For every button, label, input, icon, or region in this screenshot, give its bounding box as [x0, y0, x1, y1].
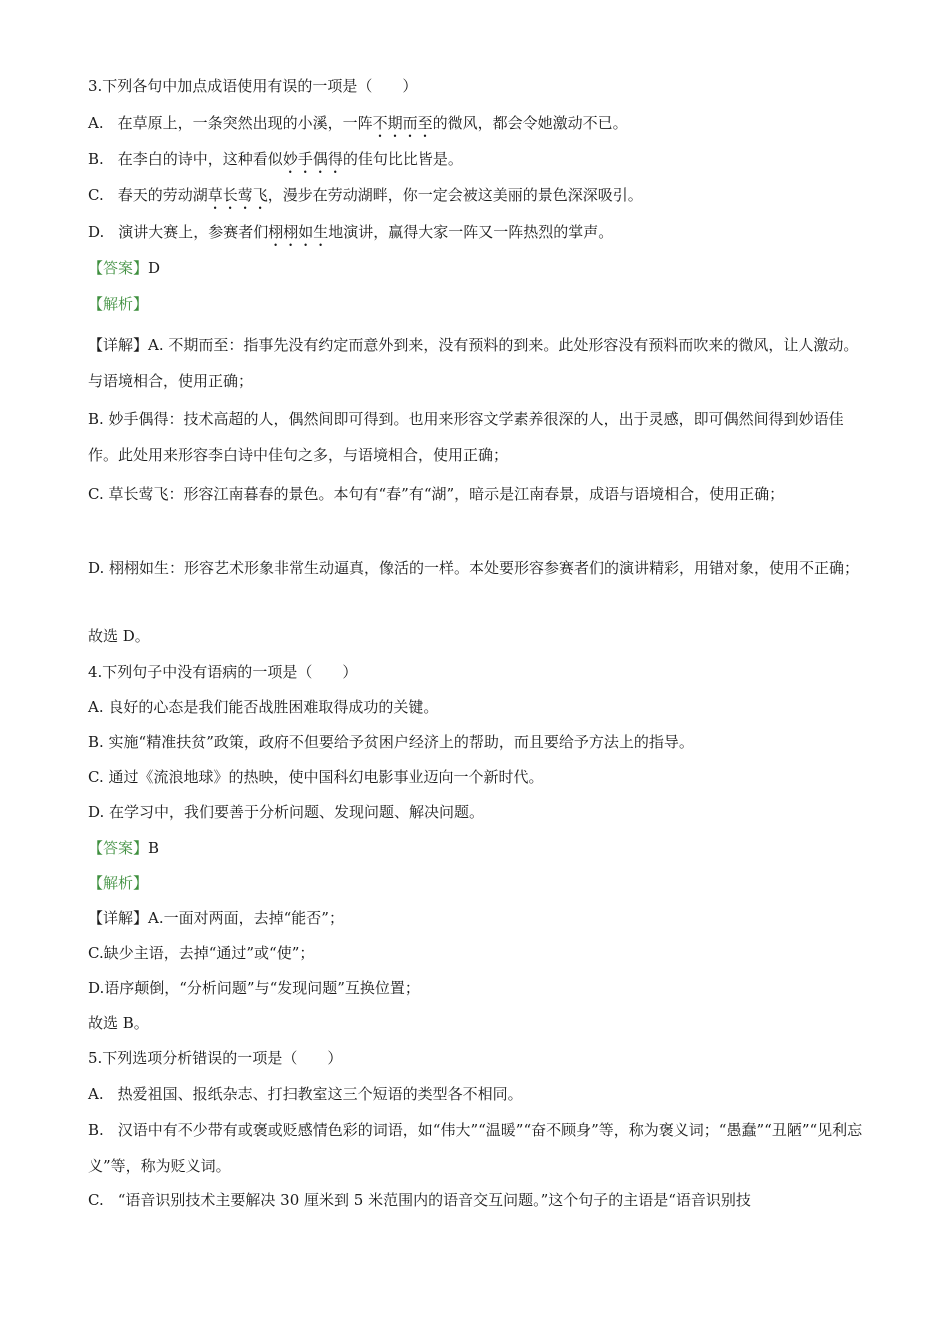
q3-option-d: D. 演讲大赛上，参赛者们栩栩如生地演讲，赢得大家一阵又一阵热烈的掌声。 [88, 223, 614, 241]
q4-option-a: A. 良好的心态是我们能否战胜困难取得成功的关键。 [88, 698, 439, 716]
q4-answer [88, 837, 870, 859]
answer-tag: 【答案】 [88, 259, 149, 277]
option-label: B. [88, 1121, 104, 1139]
dotted-idiom: 栩栩如生 [268, 223, 329, 241]
detail-tag: 【详解】 [88, 336, 149, 354]
q4-detail-c: C.缺少主语，去掉“通过”或“使”； [88, 944, 315, 962]
q3-stem: 3.下列各句中加点成语使用有误的一项是（ ） [88, 77, 418, 95]
answer-tag: 【答案】 [88, 839, 149, 857]
option-label: B. [88, 150, 104, 168]
option-label: C. [88, 1191, 104, 1209]
q5-option-b: B. 汉语中有不少带有或褒或贬感情色彩的词语，如“伟大”“温暖”“奋不顾身”等，称为褒义词；“愚蠢”“丑陋”“见利忘义”等，称为贬义词。 [88, 1121, 863, 1175]
q5-stem: 5.下列选项分析错误的一项是（ ） [88, 1049, 343, 1067]
q4-detail-d: D.语序颠倒，“分析问题”与“发现问题”互换位置； [88, 979, 420, 997]
q4-option-b: B. 实施“精准扶贫”政策，政府不但要给予贫困户经济上的帮助，而且要给予方法上的指导。 [88, 733, 694, 751]
q3-detail-c: C. 草长莺飞：形容江南暮春的景色。本句有“春”有“湖”，暗示是江南春景，成语与语境相合，使用正确； [88, 485, 785, 503]
q4-option-c: C. 通过《流浪地球》的热映，使中国科幻电影事业迈向一个新时代。 [88, 768, 544, 786]
q4-detail-a: 【详解】A.一面对两面，去掉“能否”； [88, 909, 344, 927]
q3-detail-d: D. 栩栩如生：形容艺术形象非常生动逼真，像活的一样。本处要形容参赛者们的演讲精彩，用错对象，使用不正确； [88, 559, 860, 577]
option-label: C. [88, 186, 104, 204]
option-label: A. [88, 114, 104, 132]
q3-conclusion: 故选 D。 [88, 627, 150, 645]
q4-conclusion: 故选 B。 [88, 1014, 149, 1032]
q5-option-c: C. “语音识别技术主要解决 30 厘米到 5 米范围内的语音交互问题。”这个句子的主语是“语音识别技 [88, 1191, 751, 1209]
q3-option-a: A. 在草原上，一条突然出现的小溪，一阵不期而至的微风，都会令她激动不已。 [88, 114, 628, 132]
q3-option-b: B. 在李白的诗中，这种看似妙手偶得的佳句比比皆是。 [88, 150, 463, 168]
answer-value: D [148, 259, 161, 277]
option-label: A. [88, 1085, 104, 1103]
dotted-idiom: 妙手偶得 [282, 150, 343, 168]
q3-detail-a: 【详解】A. 不期而至：指事先没有约定而意外到来，没有预料的到来。此处形容没有预料而吹来的微风，让人激动。与语境相合，使用正确； [88, 336, 859, 390]
q3-analysis-tag: 【解析】 [88, 295, 149, 313]
q4-option-d: D. 在学习中，我们要善于分析问题、发现问题、解决问题。 [88, 803, 485, 821]
detail-tag: 【详解】 [88, 909, 149, 927]
q4-stem: 4.下列句子中没有语病的一项是（ ） [88, 663, 358, 681]
option-label: D. [88, 223, 105, 241]
answer-value: B [148, 839, 160, 857]
dotted-idiom: 不期而至 [372, 114, 433, 132]
q3-detail-b: B. 妙手偶得：技术高超的人，偶然间即可得到。也用来形容文学素养很深的人，出于灵感，即可偶然间得到妙语佳作。此处用来形容李白诗中佳句之多，与语境相合，使用正确； [88, 410, 844, 464]
q3-answer [88, 257, 870, 279]
q3-option-c: C. 春天的劳动湖草长莺飞，漫步在劳动湖畔，你一定会被这美丽的景色深深吸引。 [88, 186, 643, 204]
q4-analysis-tag: 【解析】 [88, 874, 149, 892]
dotted-idiom: 草长莺飞 [207, 186, 268, 204]
q5-option-a: A. 热爱祖国、报纸杂志、打扫教室这三个短语的类型各不相同。 [88, 1085, 523, 1103]
